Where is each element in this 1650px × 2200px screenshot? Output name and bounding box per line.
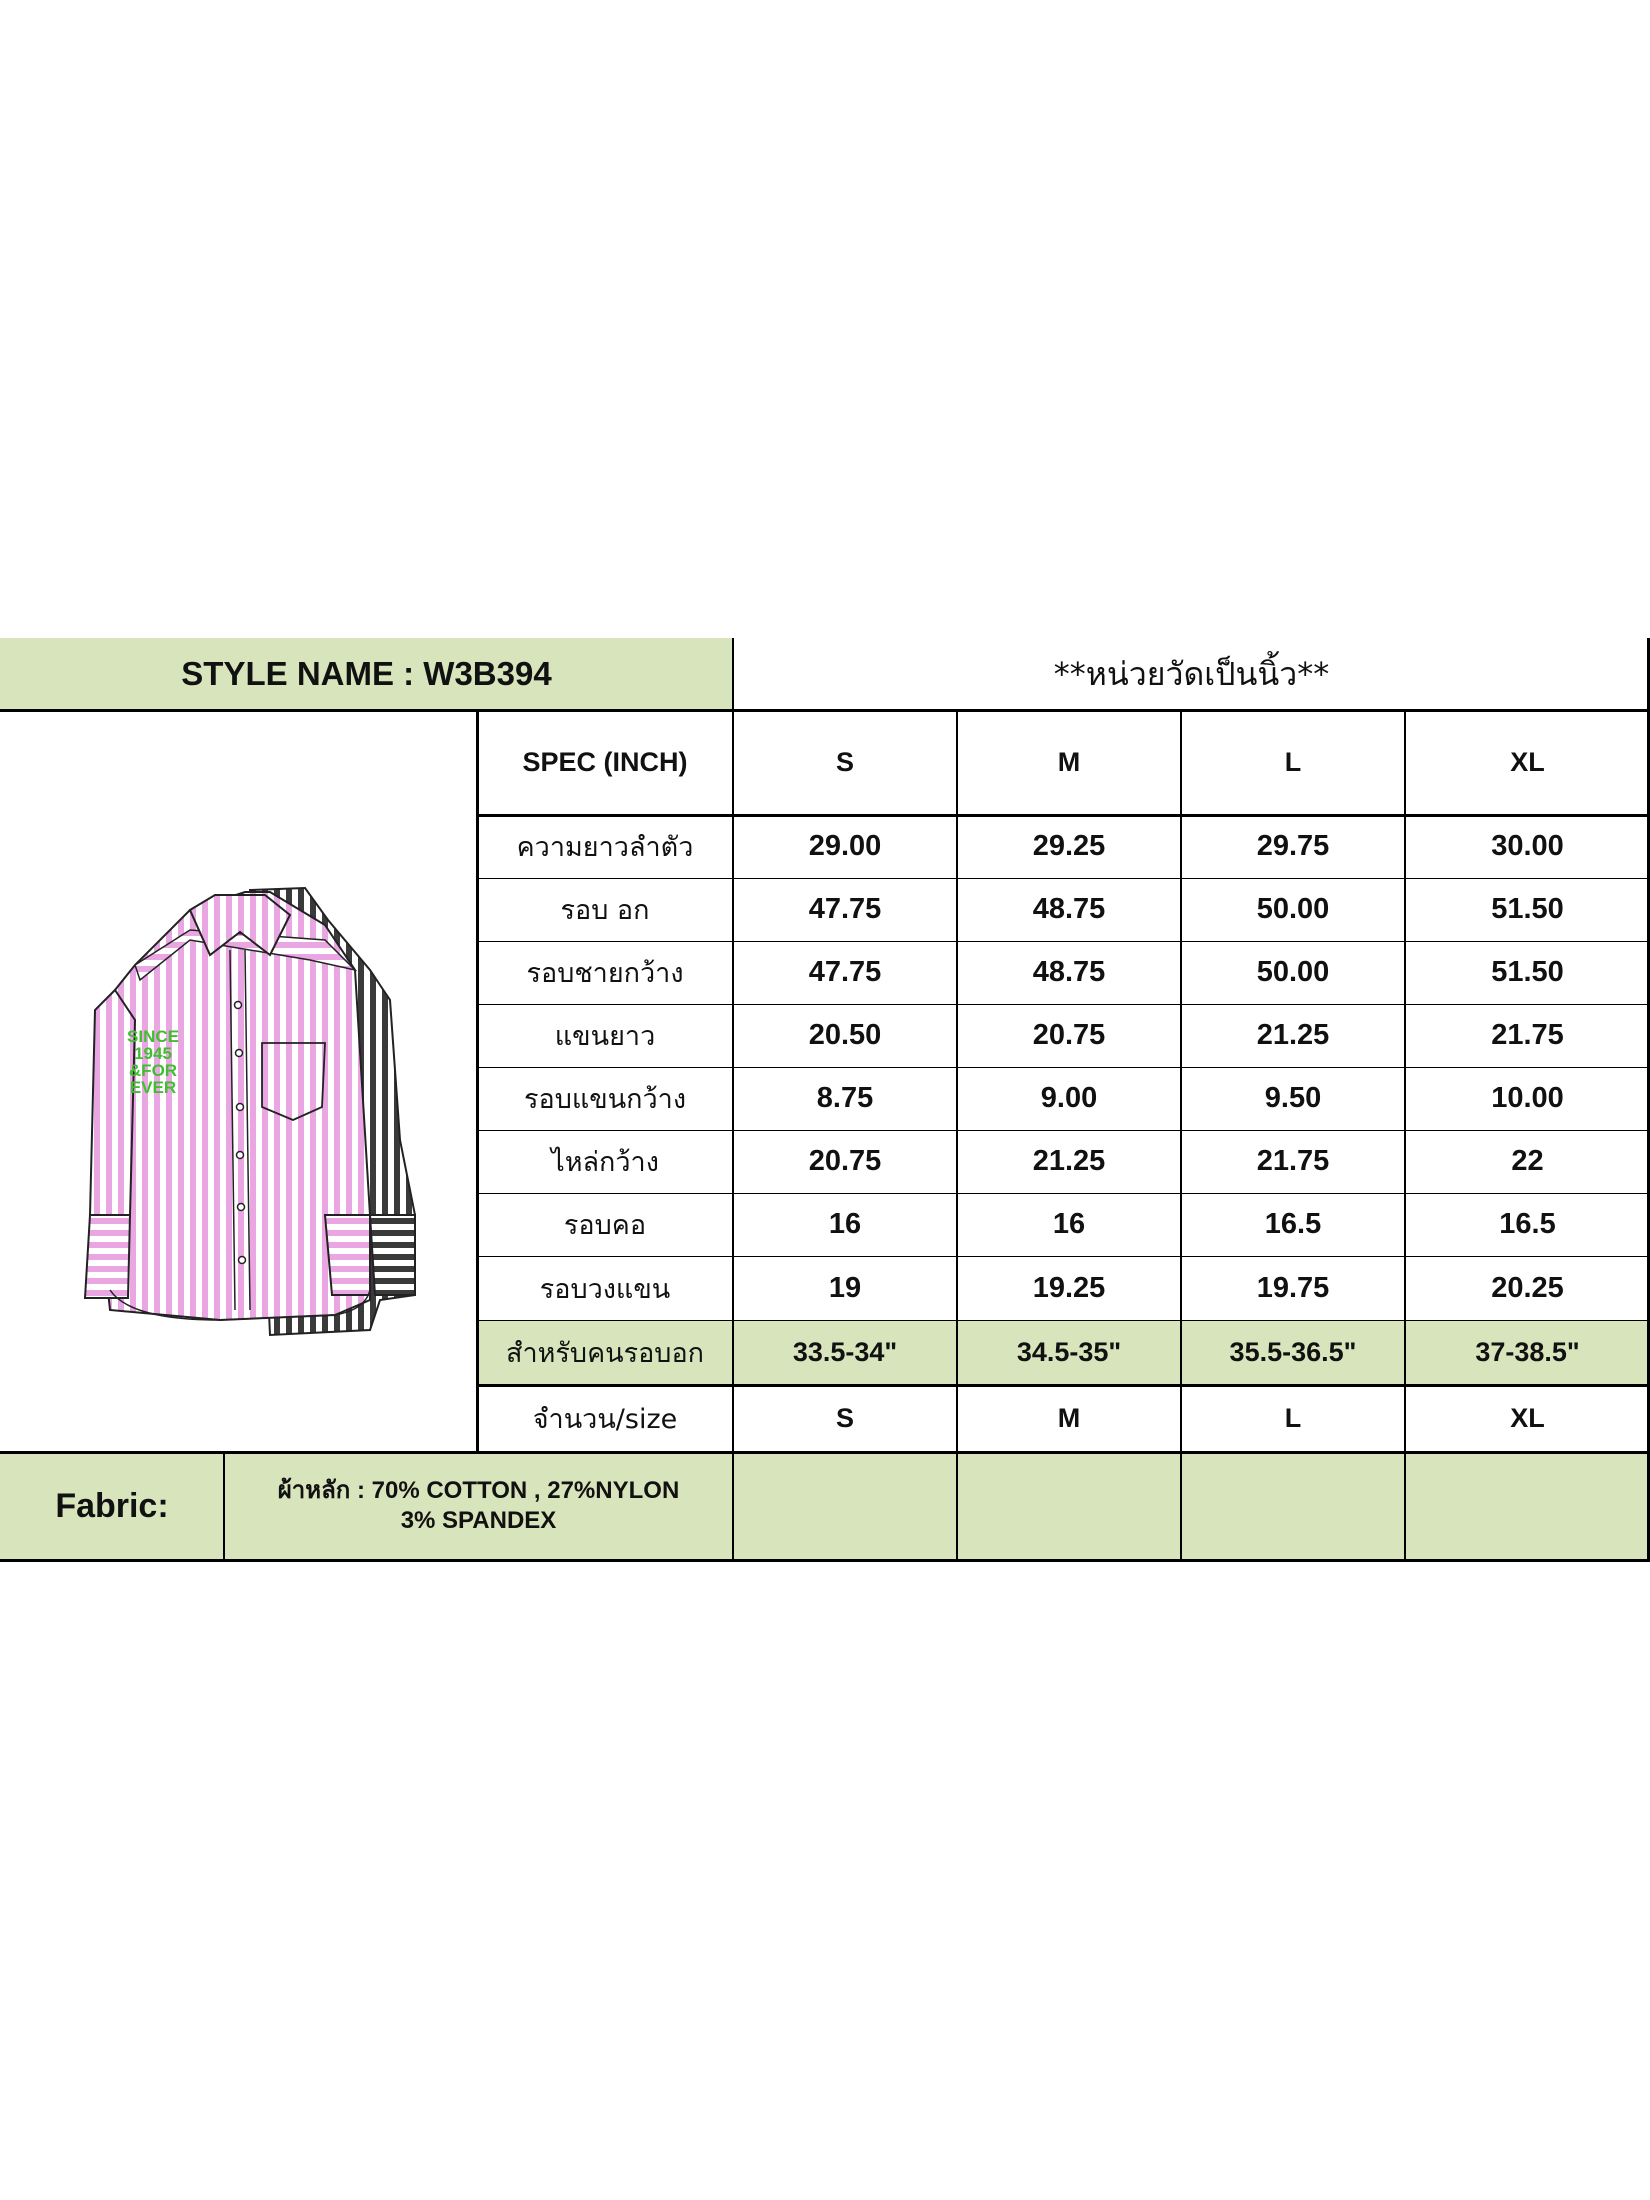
value-cell: 47.75 xyxy=(808,956,882,988)
svg-text:1945: 1945 xyxy=(134,1044,172,1063)
value-cell: 30.00 xyxy=(1491,830,1564,862)
value-cell: 10.00 xyxy=(1491,1082,1564,1114)
row-label: ความยาวลำตัว xyxy=(516,832,694,863)
fit-value: 37-38.5" xyxy=(1405,1320,1650,1385)
divider xyxy=(477,878,1650,879)
row-label: รอบแขนกว้าง xyxy=(523,1084,687,1115)
svg-text:&FOR: &FOR xyxy=(128,1061,178,1080)
divider xyxy=(477,1004,1650,1005)
fabric-label-cell xyxy=(0,1452,224,1560)
divider xyxy=(223,1452,225,1561)
value-cell: 51.50 xyxy=(1491,956,1564,988)
row-label: แขนยาว xyxy=(554,1021,656,1052)
row-label: รอบชายกว้าง xyxy=(526,958,684,989)
row-label: รอบคอ xyxy=(563,1210,647,1241)
size-header-m xyxy=(957,710,1181,815)
value-cell: 16 xyxy=(1052,1208,1086,1240)
divider xyxy=(0,1559,1650,1562)
row-label: รอบ อก xyxy=(560,895,650,926)
shirt-illustration xyxy=(70,870,440,1340)
value-cell: 19 xyxy=(828,1271,862,1304)
fit-value: 35.5-36.5" xyxy=(1181,1320,1405,1385)
fit-row-label: สำหรับคนรอบอก xyxy=(477,1320,733,1385)
unit-note: **หน่วยวัดเป็นนิ้ว** xyxy=(1053,654,1330,693)
style-name: STYLE NAME : W3B394 xyxy=(181,655,552,692)
divider xyxy=(477,1067,1650,1068)
count-size: S xyxy=(835,1403,854,1433)
value-cell: 19.75 xyxy=(1256,1271,1330,1304)
value-cell: 29.25 xyxy=(1032,830,1106,862)
value-cell: 21.25 xyxy=(1256,1019,1330,1051)
value-cell: 47.75 xyxy=(808,893,882,925)
fit-value: 33.5-34" xyxy=(733,1320,957,1385)
divider xyxy=(477,1384,1650,1387)
value-cell: 29.75 xyxy=(1256,830,1330,862)
divider xyxy=(477,1130,1650,1131)
count-size: M xyxy=(1057,1403,1081,1433)
style-name-cell xyxy=(0,638,733,710)
value-cell: 51.50 xyxy=(1491,893,1564,925)
value-cell: 20.25 xyxy=(1491,1271,1564,1304)
spec-header-cell xyxy=(477,710,733,815)
fabric-line-1: ผ้าหลัก : 70% COTTON , 27%NYLON xyxy=(277,1477,680,1504)
value-cell: 20.75 xyxy=(1032,1019,1106,1051)
value-cell: 20.75 xyxy=(808,1145,882,1177)
size-label: XL xyxy=(1510,747,1545,777)
value-cell: 22 xyxy=(1511,1145,1544,1177)
value-cell: 9.50 xyxy=(1264,1082,1322,1114)
value-cell: 16.5 xyxy=(1264,1208,1322,1240)
row-label: ไหล่กว้าง xyxy=(551,1147,659,1178)
fabric-qty-xl xyxy=(1405,1452,1650,1560)
divider xyxy=(732,638,734,1561)
size-header-xl xyxy=(1405,710,1650,815)
divider xyxy=(1180,710,1182,1561)
value-cell: 9.00 xyxy=(1040,1082,1098,1114)
value-cell: 29.00 xyxy=(808,830,882,862)
size-header-s xyxy=(733,710,957,815)
divider xyxy=(956,710,958,1561)
divider xyxy=(477,1320,1650,1321)
fabric-composition-cell xyxy=(224,1452,733,1560)
spec-header: SPEC (INCH) xyxy=(522,747,688,777)
value-cell: 48.75 xyxy=(1032,956,1106,988)
count-size: XL xyxy=(1510,1403,1545,1433)
value-cell: 16 xyxy=(828,1208,862,1240)
size-label: L xyxy=(1284,747,1302,777)
divider xyxy=(477,941,1650,942)
value-cell: 50.00 xyxy=(1256,893,1330,925)
value-cell: 20.50 xyxy=(808,1019,882,1051)
divider xyxy=(1404,710,1406,1561)
shirt-sketch-icon xyxy=(70,870,440,1340)
value-cell: 21.75 xyxy=(1256,1145,1330,1177)
fabric-qty-m xyxy=(957,1452,1181,1560)
row-label: รอบวงแขน xyxy=(539,1273,671,1305)
divider xyxy=(477,1193,1650,1194)
divider xyxy=(477,814,1650,817)
fabric-line-2: 3% SPANDEX xyxy=(400,1507,557,1534)
svg-text:SINCE: SINCE xyxy=(127,1027,179,1046)
value-cell: 50.00 xyxy=(1256,956,1330,988)
value-cell: 16.5 xyxy=(1499,1208,1556,1240)
svg-text:EVER: EVER xyxy=(129,1078,177,1097)
size-label: M xyxy=(1057,747,1081,777)
size-header-l xyxy=(1181,710,1405,815)
value-cell: 48.75 xyxy=(1032,893,1106,925)
divider xyxy=(0,709,1650,712)
fabric-qty-l xyxy=(1181,1452,1405,1560)
count-row-label: จำนวน/size xyxy=(532,1404,678,1435)
fit-value: 34.5-35" xyxy=(957,1320,1181,1385)
count-size: L xyxy=(1284,1403,1302,1433)
value-cell: 21.25 xyxy=(1032,1145,1106,1177)
fabric-qty-s xyxy=(733,1452,957,1560)
divider xyxy=(477,1256,1650,1257)
divider xyxy=(476,710,479,1453)
value-cell: 19.25 xyxy=(1032,1271,1106,1304)
value-cell: 8.75 xyxy=(816,1082,874,1114)
size-label: S xyxy=(835,747,854,777)
value-cell: 21.75 xyxy=(1491,1019,1564,1051)
fabric-label: Fabric: xyxy=(55,1486,169,1525)
divider xyxy=(0,1451,1650,1454)
unit-note-cell xyxy=(733,638,1650,710)
